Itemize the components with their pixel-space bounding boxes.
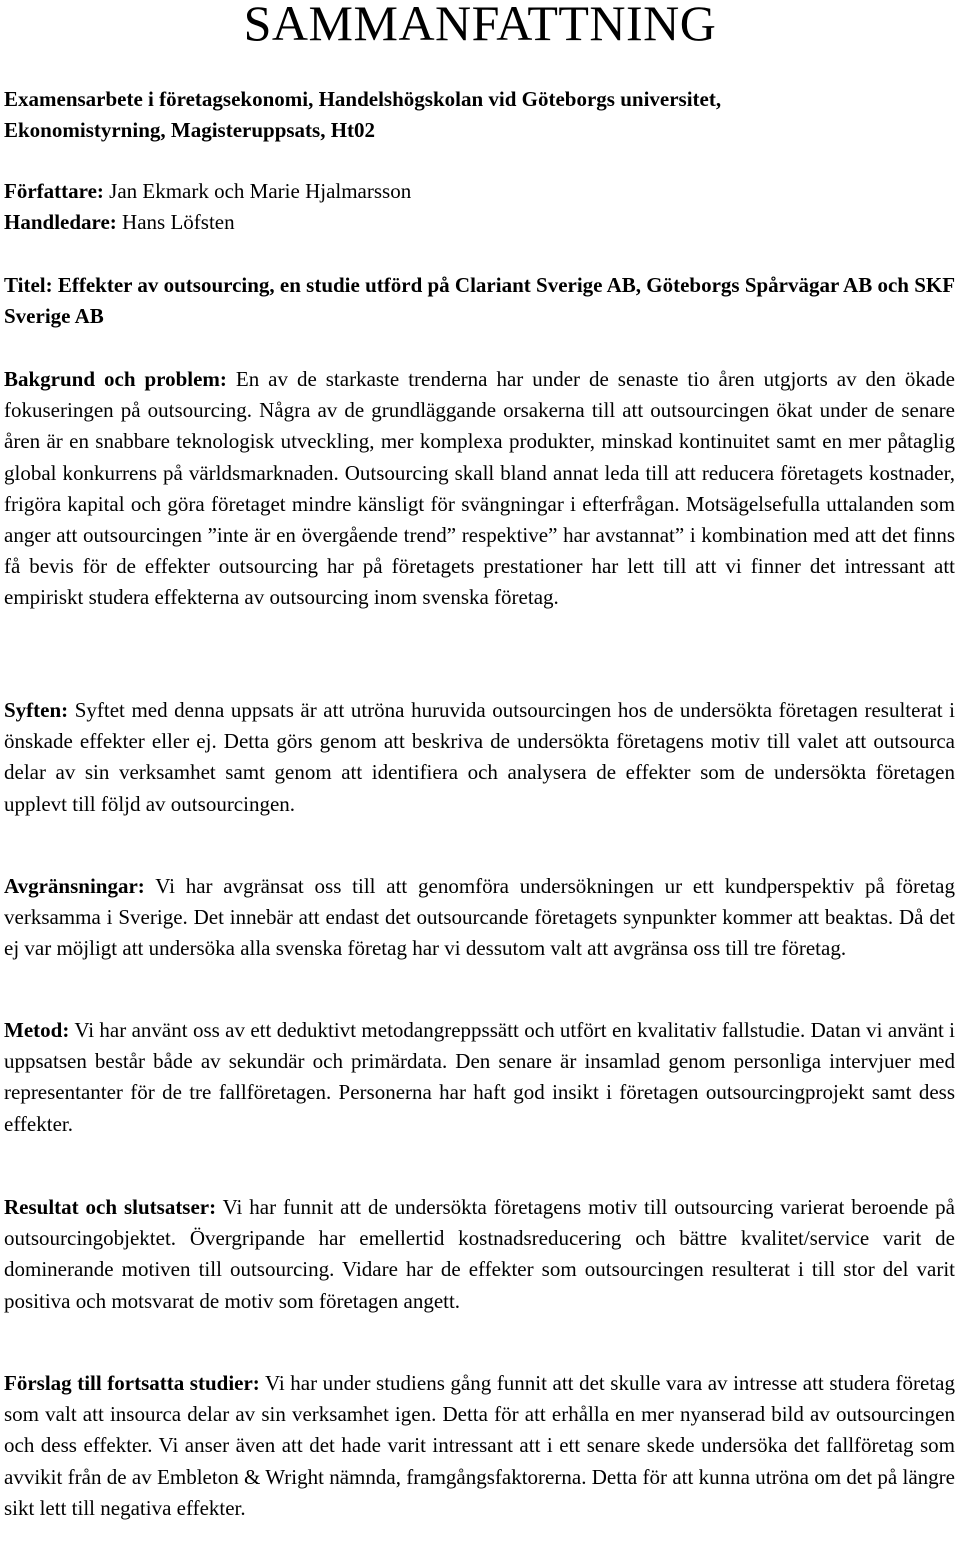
thesis-title-value: Effekter av outsourcing, en studie utförd på Clariant Sverige AB, Göteborgs Spårvägar AB och SKF Sverige AB	[4, 273, 955, 329]
supervisor-value: Hans Löfsten	[122, 210, 235, 235]
section-results	[4, 1192, 955, 1317]
author-label: Författare:	[4, 179, 104, 203]
section-method	[4, 1015, 955, 1140]
section-further-studies-label: Förslag till fortsatta studier:	[4, 1371, 260, 1395]
section-further-studies	[4, 1368, 955, 1524]
section-purpose-text: Syftet med denna uppsats är att utröna huruvida outsourcingen hos de undersökta företagen resulterat i önskade effekter eller ej. Detta görs genom att beskriva de undersökta företagens motiv till valet att outsourca delar av sin verksamhet samt genom att identifiera och analysera de effekter som de undersökta företagen upplevt till följd av outsourcingen.	[4, 698, 955, 816]
section-results-label: Resultat och slutsatser:	[4, 1195, 217, 1219]
section-method-text: Vi har använt oss av ett deduktivt metodangreppssätt och utfört en kvalitativ fallstudie. Datan vi använt i uppsatsen består både av sekundär och primärdata. Den senare är insamlad genom personliga intervjuer med representanter för de tre fallföretagen. Personerna har haft god insikt i företagen outsourcingprojekt samt dess effekter.	[4, 1018, 955, 1136]
section-further-studies-text: Vi har under studiens gång funnit att det skulle vara av intresse att studera företag som valt att insourca delar av sin verksamhet igen. Detta för att erhålla en mer nyanserad bild av outsourcingen och dess effekter. Vi anser även att det hade varit intressant att i ett senare skede undersöka det fallföretag som avvikit från de av Embleton & Wright nämnda, framgångsfaktorerna. Detta för att kunna utröna om det på längre sikt lett till negativa effekter.	[4, 1371, 955, 1520]
author-value: Jan Ekmark och Marie Hjalmarsson	[109, 179, 412, 203]
supervisor-label: Handledare:	[4, 210, 117, 235]
section-background	[4, 364, 955, 614]
section-method-label: Metod:	[4, 1018, 70, 1042]
page-title: SAMMANFATTNING	[243, 0, 717, 51]
section-results-text: Vi har funnit att de undersökta företagens motiv till outsourcing varierat beroende på outsourcingobjektet. Övergripande har emellertid kostnadsreducering och bättre kvalitet/service varit de dominerande motiven till outsourcing. Vidare har de effekter som outsourcingen resulterat i till stor del varit positiva och motsvarat de motiv som företagen angett.	[4, 1195, 956, 1313]
exam-info	[4, 84, 955, 146]
exam-line-2: Ekonomistyrning, Magisteruppsats, Ht02	[4, 118, 376, 143]
section-background-text: En av de starkaste trenderna har under de senaste tio åren utgjorts av den ökade fokuseringen på outsourcing. Några av de grundläggande orsakerna till att outsourcingen ökat under de senare åren är en snabbare teknologisk utveckling, mer komplexa produkter, minskad kontinuitet samt en mer påtaglig global konkurrens på världsmarknaden. Outsourcing skall bland annat leda till att reducera företagets kostnader, frigöra kapital och göra företaget mindre känsligt för svängningar i efterfrågan. Motsägelsefulla uttalanden som anger att outsourcingen ”inte är en övergående trend” respektive” har avstannat” i kombination med att det finns få bevis för de effekter outsourcing har på företagets prestationer har lett till att vi finner det intressant att empiriskt studera effekterna av outsourcing inom svenska företag.	[4, 367, 955, 610]
section-purpose-label: Syften:	[4, 698, 69, 722]
thesis-title	[4, 270, 955, 332]
authors-block	[4, 176, 955, 238]
section-delimitations-text: Vi har avgränsat oss till att genomföra undersökningen ur ett kundperspektiv på företag verksamma i Sverige. Det innebär att endast det outsourcande företagets synpunkter kommer att beaktas. Då det ej var möjligt att undersöka alla svenska företag har vi dessutom valt att avgränsa oss till tre företag.	[4, 874, 955, 961]
section-delimitations-label: Avgränsningar:	[4, 874, 145, 898]
thesis-title-label: Titel:	[4, 273, 53, 297]
section-background-label: Bakgrund och problem:	[4, 367, 227, 391]
section-purpose	[4, 695, 955, 820]
section-delimitations	[4, 871, 955, 965]
exam-line-1: Examensarbete i företagsekonomi, Handelshögskolan vid Göteborgs universitet,	[4, 87, 722, 111]
